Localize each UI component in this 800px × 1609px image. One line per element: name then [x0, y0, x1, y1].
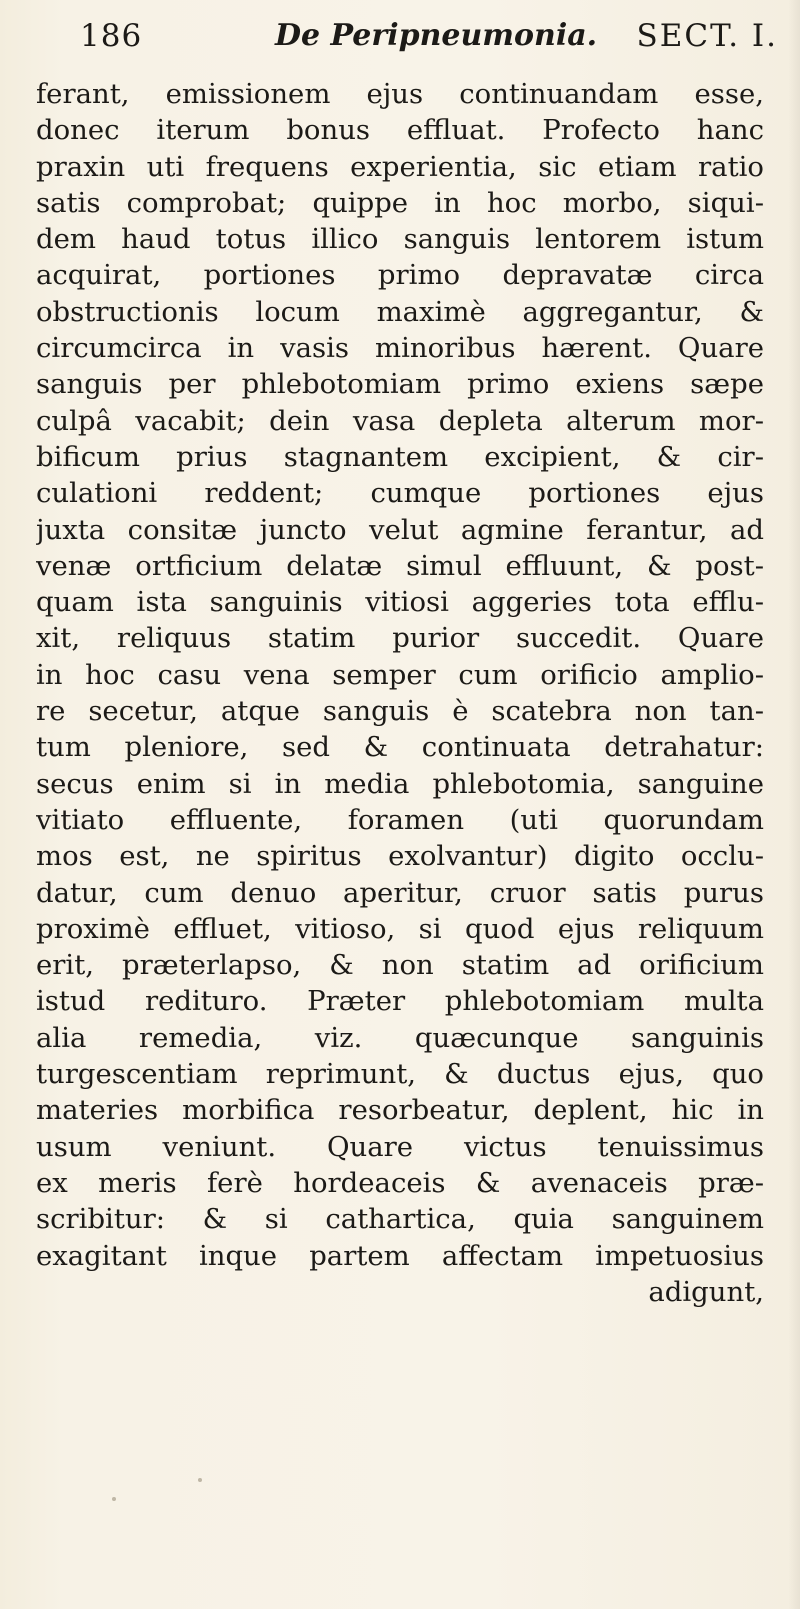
text-line: scribitur: & si cathartica, quia sanguinem — [36, 1203, 764, 1236]
text-line: xit, reliquus statim purior succedit. Quare — [36, 622, 764, 655]
text-line: datur, cum denuo aperitur, cruor satis purus — [36, 876, 764, 909]
text-line: usum veniunt. Quare victus tenuissimus — [36, 1130, 764, 1163]
text-line: dem haud totus illico sanguis lentorem istum — [36, 223, 764, 256]
text-line: erit, præterlapso, & non statim ad orificium — [36, 949, 764, 982]
text-line: ferant, emissionem ejus continuandam esse, — [36, 78, 764, 110]
text-line: donec iterum bonus effluat. Profecto hanc — [36, 114, 764, 147]
text-line: obstructionis locum maximè aggregantur, & — [36, 295, 764, 328]
page-header — [80, 18, 780, 64]
catchword: adigunt, — [648, 1275, 764, 1308]
text-line: materies morbifica resorbeatur, deplent, hic in — [36, 1094, 764, 1127]
text-line: circumcirca in vasis minoribus hærent. Quare — [36, 332, 764, 365]
text-line: exagitant inque partem affectam impetuosius — [36, 1239, 764, 1272]
text-line: proximè effluet, vitioso, si quod ejus reliquum — [36, 912, 764, 945]
text-line: re secetur, atque sanguis è scatebra non tan- — [36, 695, 764, 728]
paper-speck — [112, 1497, 116, 1501]
body-text — [36, 76, 764, 1310]
text-line: satis comprobat; quippe in hoc morbo, siqui- — [36, 186, 764, 219]
text-line: culpâ vacabit; dein vasa depleta alterum mor- — [36, 404, 764, 437]
text-line: secus enim si in media phlebotomia, sanguine — [36, 767, 764, 800]
text-line: turgescentiam reprimunt, & ductus ejus, quo — [36, 1058, 764, 1091]
page-edge-shadow — [788, 0, 800, 1609]
paper-speck — [198, 1478, 202, 1482]
text-line: bificum prius stagnantem excipient, & cir- — [36, 440, 764, 473]
text-line: ex meris ferè hordeaceis & avenaceis præ- — [36, 1166, 764, 1199]
text-line: praxin uti frequens experientia, sic etiam ratio — [36, 150, 764, 183]
text-line: alia remedia, viz. quæcunque sanguinis — [36, 1021, 764, 1054]
text-line: in hoc casu vena semper cum orificio amplio- — [36, 658, 764, 691]
text-line: sanguis per phlebotomiam primo exiens sæpe — [36, 368, 764, 401]
text-line: vitiato effluente, foramen (uti quorundam — [36, 803, 764, 836]
text-line: istud redituro. Præter phlebotomiam multa — [36, 985, 764, 1018]
text-line: culationi reddent; cumque portiones ejus — [36, 477, 764, 510]
text-line: juxta consitæ juncto velut agmine ferantur, ad — [36, 513, 764, 546]
text-line: venæ ortficium delatæ simul effluunt, & post- — [36, 549, 764, 582]
section-mark: SECT. I. — [636, 18, 778, 54]
text-line: quam ista sanguinis vitiosi aggeries tota efflu- — [36, 586, 764, 619]
text-line: acquirat, portiones primo depravatæ circa — [36, 259, 764, 292]
page-number: 186 — [80, 18, 143, 54]
running-title: De Peripneumonia. — [275, 18, 598, 53]
text-line: tum pleniore, sed & continuata detrahatur: — [36, 731, 764, 764]
text-line: mos est, ne spiritus exolvantur) digito occlu- — [36, 840, 764, 873]
